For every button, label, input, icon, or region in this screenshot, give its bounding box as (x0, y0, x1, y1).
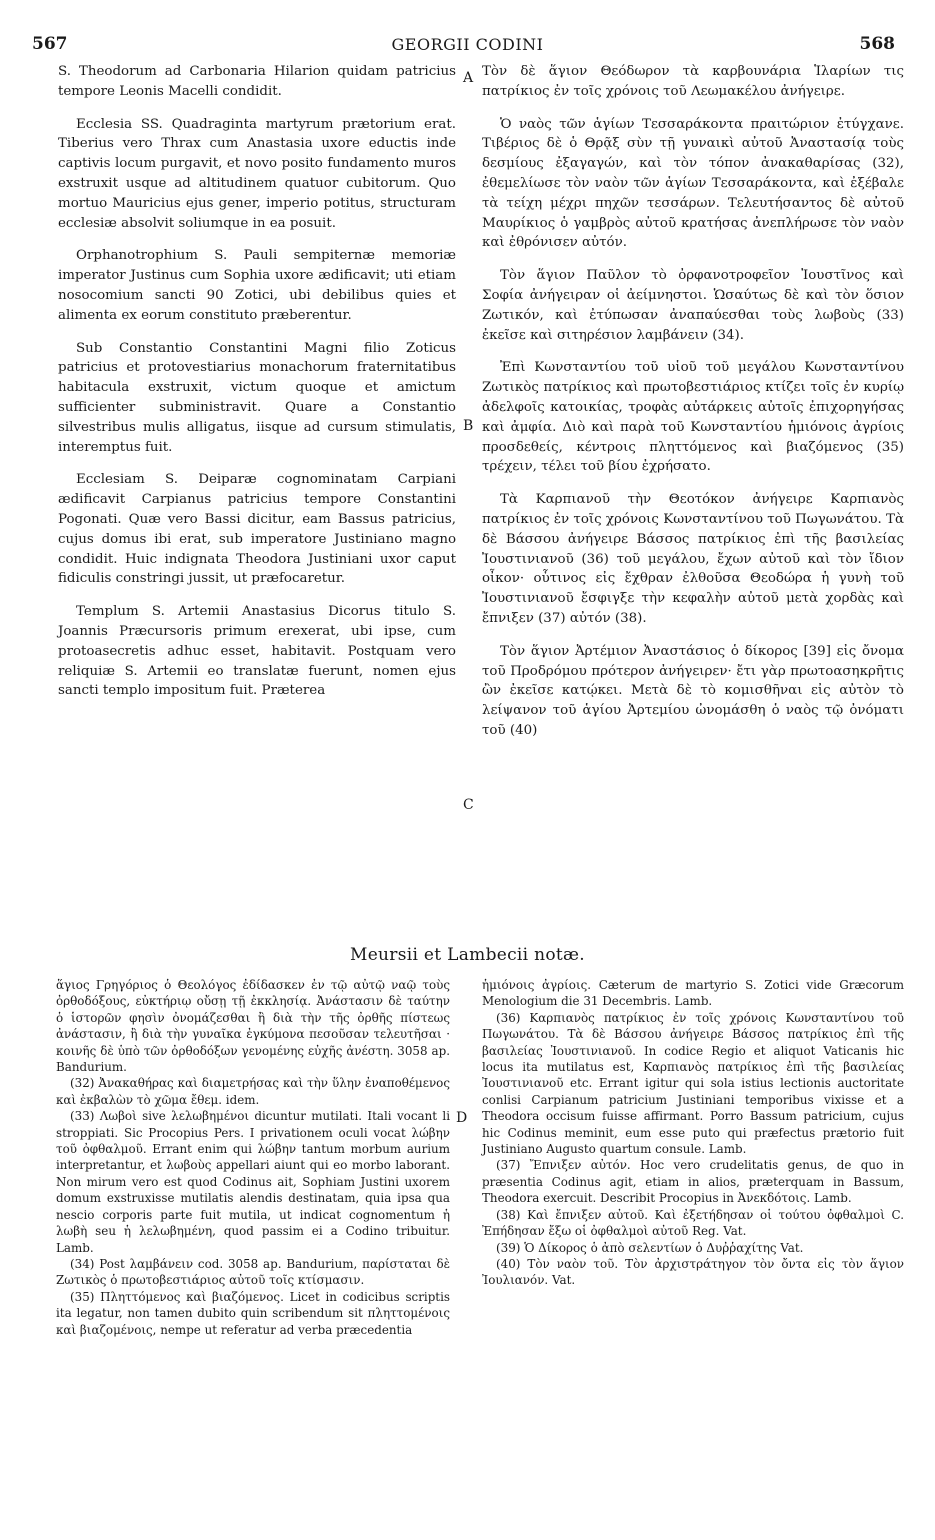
margin-letter-c: C (463, 797, 474, 813)
running-title: GEORGII CODINI (391, 35, 544, 54)
page-number-right: 568 (859, 34, 895, 54)
note: (33) Λωβοὶ sive λελωβημένοι dicuntur mutilati. Itali vocant li stroppiati. Sic Procopius Pers. I privationem oculi vocat λώβην τοῦ ὀφθαλμοῦ. Errant enim qui λώβην tantum morbum aurium interpretantur, et λωβοὺς appellari aiunt qui eo morbo laborant. Non mirum vero est quod Codinus ait, Sophiam Justini uxorem domum exstruxisse mutilatis alendis destinatam, quia ipsa qua nescio corporis parte fuit mutila, ut indicat cognomentum ἡ λωβὴ seu ἡ λελωβημένη, quod passim ei a Codino tribuitur. Lamb. (56, 1109, 450, 1255)
note: (32) Ἀνακαθήρας καὶ διαμετρήσας καὶ τὴν ὕλην ἐναποθέμενος καὶ ἐκβαλὼν τὸ χῶμα ἔθεμ. idem. (56, 1076, 450, 1107)
note: ἡμιόνοις ἀγρίοις. Cæterum de martyrio S. Zotici vide Græcorum Menologium die 31 Decembris. Lamb. (482, 978, 904, 1009)
latin-paragraph: Orphanotrophium S. Pauli sempiternæ memoriæ imperator Justinus cum Sophia uxore ædificavit; uti etiam nosocomium sancti 90 Zotici, ubi debilibus quies et alimenta ex eorum constituto præberentur. (58, 248, 456, 323)
greek-column (482, 62, 904, 754)
notes-title: Meursii et Lambecii notæ. (349, 945, 586, 965)
latin-paragraph: Ecclesia SS. Quadraginta martyrum prætorium erat. Tiberius vero Thrax cum Anastasia uxore eductis inde captivis locum purgavit, et novo posito fundamento muros exstruxit usque ad altitudinem quatuor cubitorum. Quo mortuo Mauricius ejus gener, imperio potitus, structuram ecclesiæ absolvit soliumque in ea posuit. (58, 116, 456, 231)
note: (34) Post λαμβάνειν cod. 3058 ap. Bandurium, παρίσταται δὲ Ζωτικὸς ὁ πρωτοβεστιάριος αὐτοῦ τοῖς κτίσμασιν. (56, 1256, 450, 1288)
greek-paragraph: Ἐπὶ Κωνσταντίου τοῦ υἱοῦ τοῦ μεγάλου Κωνσταντίνου Ζωτικὸς πατρίκιος καὶ πρωτοβεστιάριος κτίζει τοῖς ἐν κυρίῳ ἀδελφοῖς κατοικίας, τροφὰς αὐτάρκεις αὐτοῖς ἐπιχορηγήσας καὶ ἀμφία. Διὸ καὶ παρὰ τοῦ Κωνσταντίου ἡμιόνοις ἀγρίοις προσδεθείς, κέντροις πληττόμενος καὶ βιαζόμενος (35) τρέχειν, τέλει τοῦ βίου ἐχρήσατο. (482, 360, 904, 475)
note: (39) Ὁ Δίκορος ὁ ἀπὸ σελεντίων ὁ Δυῤῥαχίτης Vat. (496, 1240, 804, 1255)
latin-paragraph: Sub Constantio Constantini Magni filio Zoticus patricius et protovestiarius monachorum fraternitatibus habitacula exstruxit, victum quoque et amictum sufficienter subministravit. Quare a Constantio silvestribus mulis alligatus, iisque ad cursum stimulatis, interemptus fuit. (58, 340, 456, 455)
page-number-left: 567 (32, 34, 68, 54)
note: (36) Καρπιανὸς πατρίκιος ἐν τοῖς χρόνοις Κωνσταντίνου τοῦ Πωγωνάτου. Τὰ δὲ Βάσσου ἀνήγειρε Βάσσος πατρίκιος ἐπὶ τῆς βασιλείας Ἰουστινιανοῦ. In codice Regio et aliquot Vaticanis hic locus ita mutilatus est, Καρπιανὸς πατρίκιος ἐπὶ τῆς βασιλείας Ἰουστινιανοῦ etc. Errant igitur qui sola istius lectionis auctoritate conlisi Carpianum patricium Justiniani temporibus vixisse et a Theodora occisum fuisse affirmant. Porro Bassum patricium, cujus hic Codinus meminit, eum esse puto qui præfectus prætorio fuit Justiniano Augusto quartum consule. Lamb. (482, 1010, 904, 1157)
latin-paragraph: S. Theodorum ad Carbonaria Hilarion quidam patricius tempore Leonis Macelli condidit. (58, 64, 456, 99)
greek-paragraph: Τὸν δὲ ἅγιον Θεόδωρον τὰ καρβουνάρια Ἱλαρίων τις πατρίκιος ἐν τοῖς χρόνοις τοῦ Λεωμακέλου ἀνήγειρε. (482, 64, 904, 99)
note: (40) Τὸν ναὸν τοῦ. Τὸν ἀρχιστράτηγον τὸν ὄντα εἰς τὸν ἅγιον Ἰουλιανόν. Vat. (482, 1256, 904, 1288)
greek-paragraph: Τὸν ἅγιον Ἀρτέμιον Ἀναστάσιος ὁ δίκορος [39] εἰς ὄνομα τοῦ Προδρόμου πρότερον ἀνήγειρεν· ἔτι γὰρ πρωτοασηκρῆτις ὢν ἐκεῖσε κατῴκει. Μετὰ δὲ τὸ κομισθῆναι εἰς αὐτὸν τὸ λείψανον τοῦ ἁγίου Ἀρτεμίου ὠνομάσθη ὁ ναὸς τῷ ὀνόματι τοῦ (40) (482, 643, 904, 738)
note: ἅγιος Γρηγόριος ὁ Θεολόγος ἐδίδασκεν ἐν τῷ αὐτῷ ναῷ τοὺς ὀρθοδόξους, εὐκτήριῳ οὔσῃ τῇ ἐκκλησίᾳ. Ἀνάστασιν δὲ ταύτην ὁ ἱστορῶν φησὶν ὀνομάζεσθαι ἢ διὰ τὴν τῆς ὀρθῆς πίστεως ἀνάστασιν, ἢ διὰ τὴν γυναῖκα ἐγκύμονα πεσοῦσαν τελευτῆσαι · κοινῆς δὲ ὑπὸ τῶν ὀρθοδόξων γενομένης εὐχῆς ἀνέστη. 3058 ap. Bandurium. (56, 978, 450, 1075)
latin-paragraph: Ecclesiam S. Deiparæ cognominatam Carpiani ædificavit Carpianus patricius tempore Constantini Pogonati. Quæ vero Bassi dicitur, eam Bassus patricius, cujus domus ibi erat, sub imperatore Justiniano magno condidit. Huic indignata Theodora Justiniani uxor caput fidiculis constringi jussit, ut præfocaretur. (58, 472, 456, 587)
greek-paragraph: Ὁ ναὸς τῶν ἁγίων Τεσσαράκοντα πραιτώριον ἐτύγχανε. Τιβέριος δὲ ὁ Θρᾷξ σὺν τῇ γυναικὶ αὐτοῦ Ἀναστασίᾳ τοὺς δεσμίους ἐξαγαγών, καὶ τὸν τόπον ἀνακαθαρίσας (32), ἐθεμελίωσε τὸν ναὸν τῶν ἁγίων Τεσσαράκοντα, καὶ ἐξέβαλε τὰ τείχη μέχρι πηχῶν τεσσάρων. Τελευτήσαντος δὲ αὐτοῦ Μαυρίκιος ὁ γαμβρὸς αὐτοῦ κρατήσας ἀνεπλήρωσε τὸν ναὸν καὶ ἐθρόνισεν αὐτόν. (482, 116, 904, 251)
margin-letter-d: D (456, 1110, 468, 1126)
greek-paragraph: Τὸν ἅγιον Παῦλον τὸ ὀρφανοτροφεῖον Ἰουστῖνος καὶ Σοφία ἀνήγειραν οἱ ἀείμνηστοι. Ὡσαύτως δὲ καὶ τὸν ὅσιον Ζωτικόν, καὶ ἐτύπωσαν ἀναπαύεσθαι τοὺς λωβοὺς (33) ἐκεῖσε καὶ σιτηρέσιον λαμβάνειν (34). (482, 268, 904, 343)
greek-paragraph: Τὰ Καρπιανοῦ τὴν Θεοτόκον ἀνήγειρε Καρπιανὸς πατρίκιος ἐν τοῖς χρόνοις Κωνσταντίνου τοῦ Πωγωνάτου. Τὰ δὲ Βάσσου ἀνήγειρε Βάσσος πατρίκιος ἐπὶ τῆς βασιλείας Ἰουστινιανοῦ (36) τοῦ μεγάλου, ἔχων αὐτοῦ καὶ τὸν ἴδιον οἶκον· οὗτινος εἰς ἔχθραν ἐλθοῦσα Θεοδώρα ἡ γυνὴ τοῦ Ἰουστινιανοῦ ἔσφιγξε τὴν κεφαλὴν αὐτοῦ μετὰ χορδὰς καὶ ἔπνιξεν (37) αὐτόν (38). (482, 492, 904, 626)
notes-left-column (56, 977, 450, 1338)
margin-letter-b: B (463, 418, 474, 434)
note: (38) Καὶ ἔπνιξεν αὐτοῦ. Καὶ ἐξετήδησαν οἱ τούτου ὀφθαλμοὶ C. Ἐπήδησαν ἔξω οἱ ὀφθαλμοὶ αὐτοῦ Reg. Vat. (482, 1207, 904, 1239)
margin-letter-a: A (463, 70, 474, 86)
note: (35) Πληττόμενος καὶ βιαζόμενος. Licet in codicibus scriptis ita legatur, non tamen dubito quin scribendum sit πληττομένοις καὶ βιαζομένοις, nempe ut referatur ad verba præcedentia (56, 1289, 450, 1337)
note: (37) Ἔπνιξεν αὐτόν. Hoc vero crudelitatis genus, de quo in præsentia Codinus agit, etiam in alios, præterquam in Bassum, Theodora exercuit. Describit Procopius in Ἀνεκδότοις. Lamb. (482, 1158, 904, 1206)
latin-column (58, 62, 456, 714)
notes-right-column (482, 977, 904, 1289)
latin-paragraph: Templum S. Artemii Anastasius Dicorus titulo S. Joannis Præcursoris primum erexerat, ubi ipse, cum protoasecretis adhuc esset, habitavit. Postquam vero reliquiæ S. Artemii eo translatæ fuerunt, nomen ejus sancti templo impositum fuit. Præterea (58, 604, 456, 699)
